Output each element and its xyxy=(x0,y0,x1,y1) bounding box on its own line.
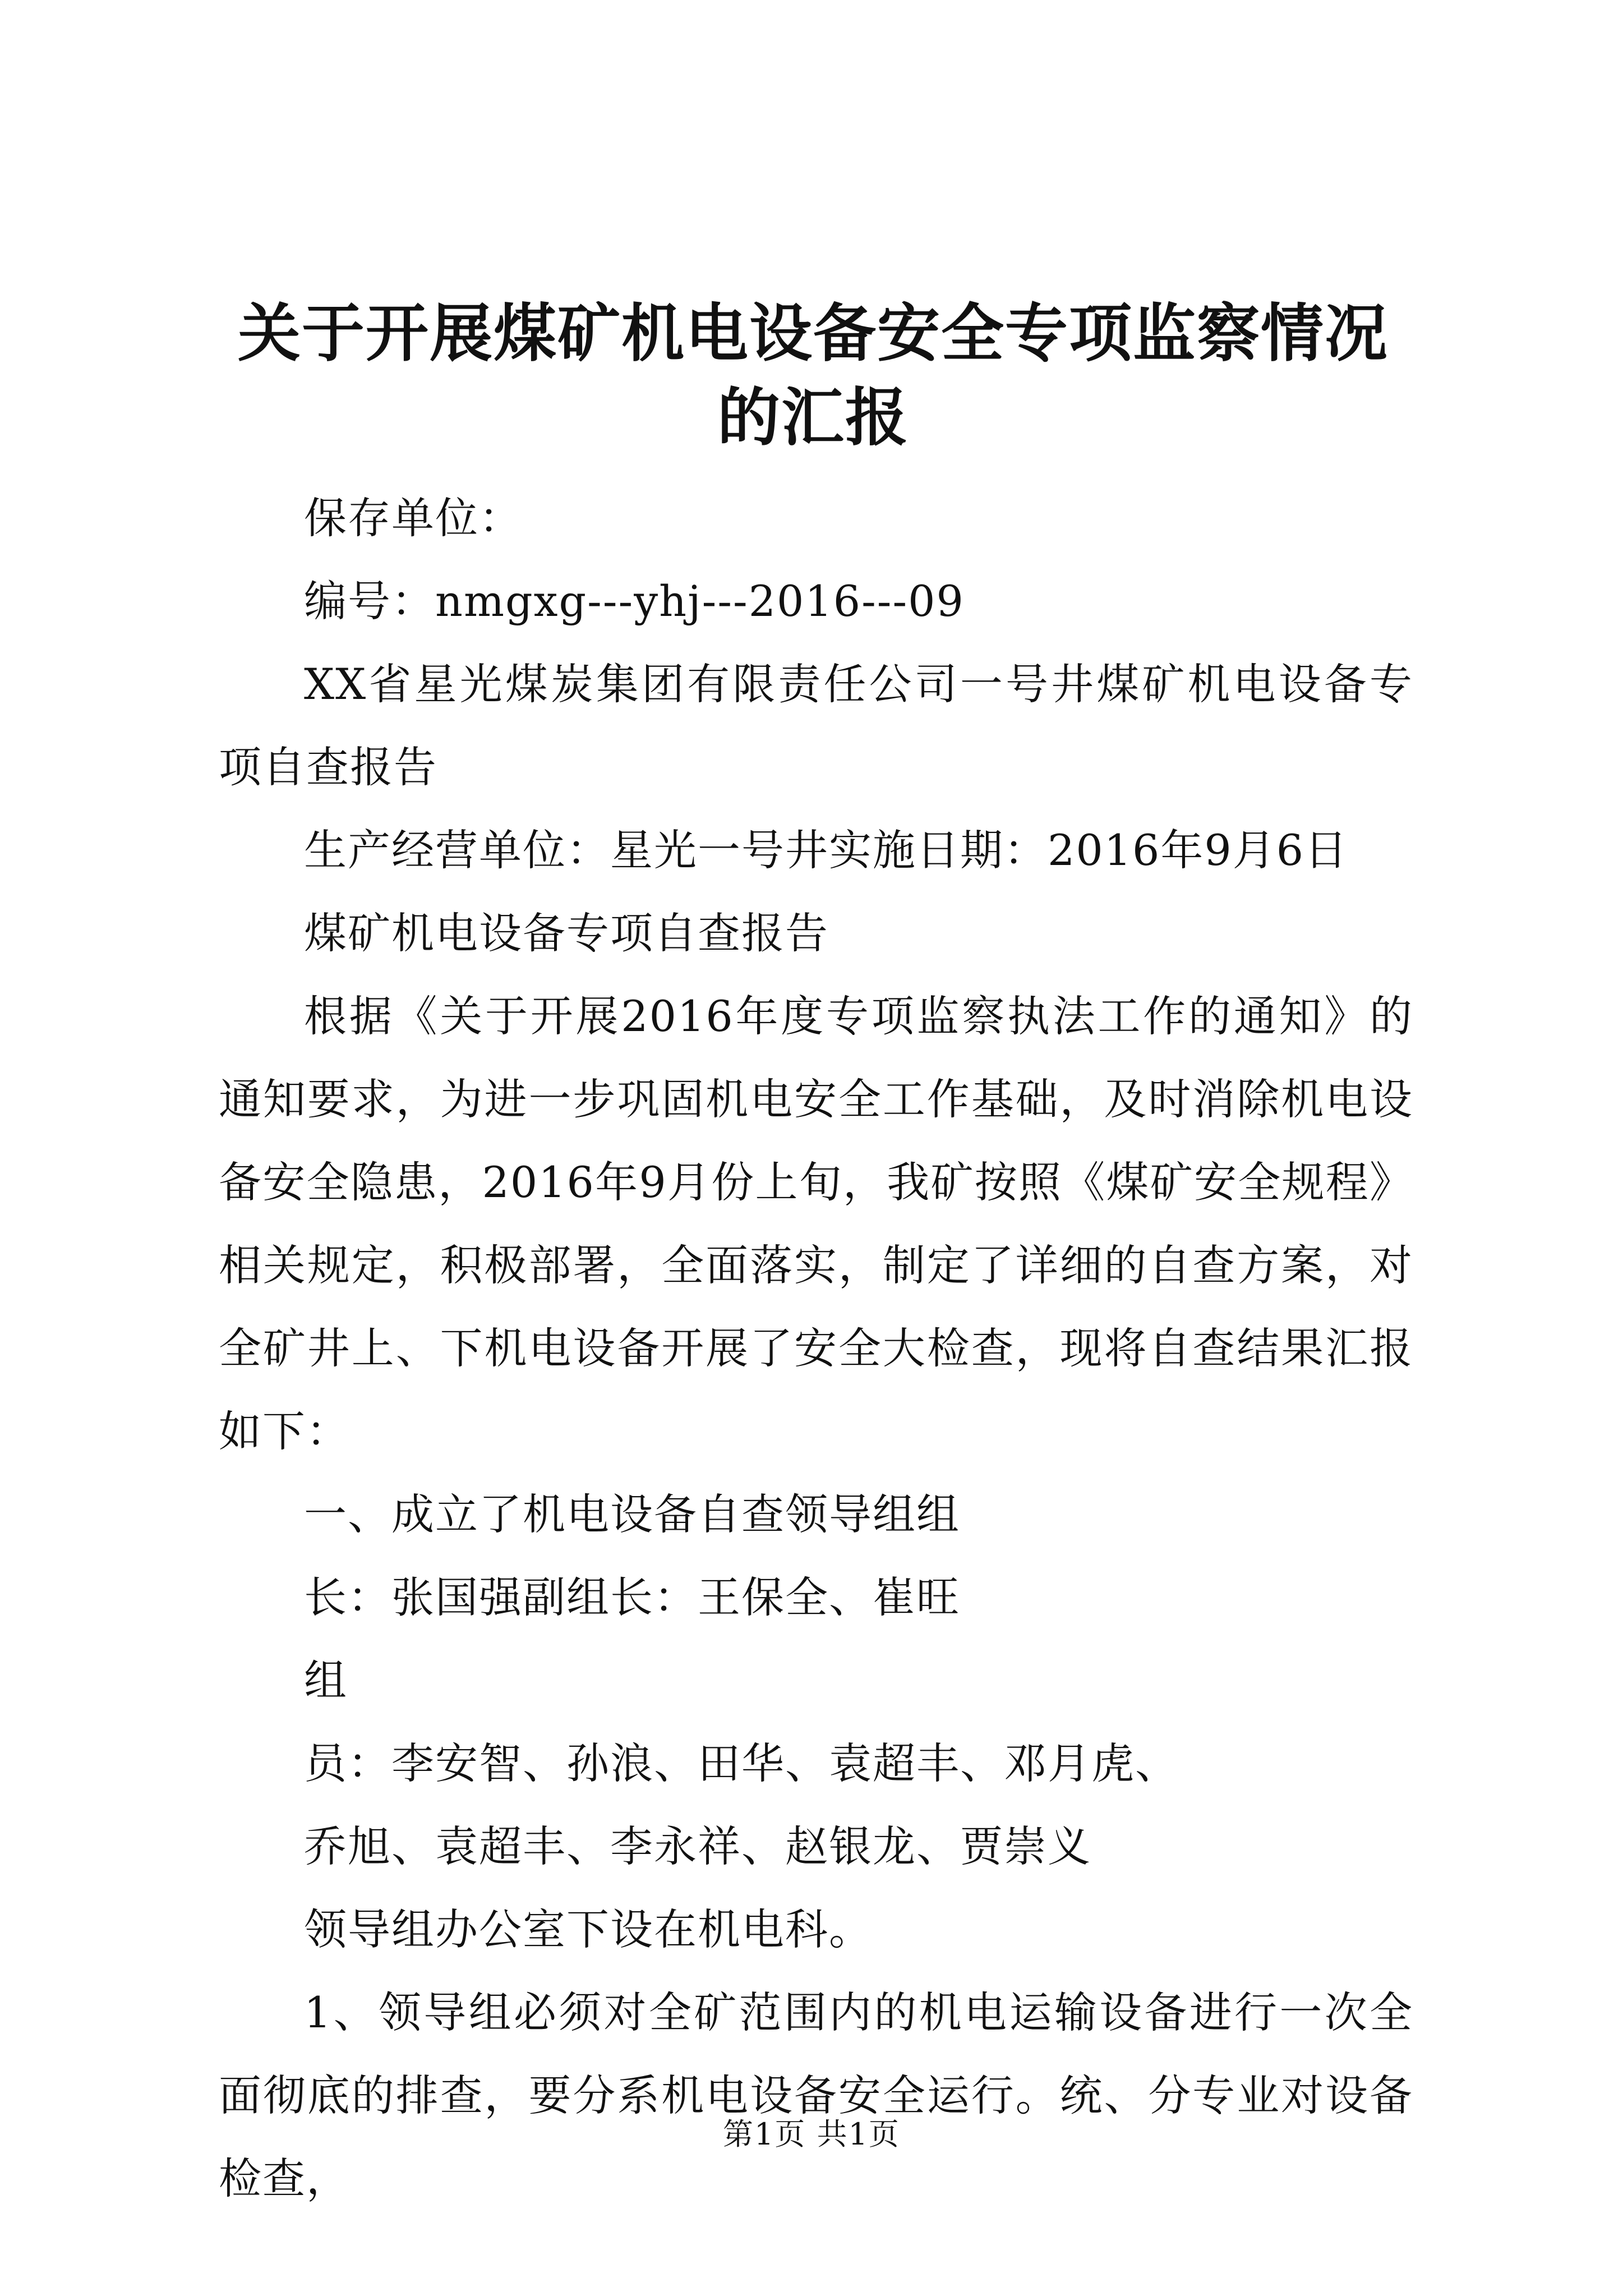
paragraph-group-members-1: 员：李安智、孙浪、田华、袁超丰、邓月虎、 xyxy=(304,1738,1179,1788)
paragraph-item-one: 1、领导组必须对全矿范围内的机电运输设备进行一次全面彻底的排查，要分系机电设备安全运行。统、分专业对设备检查， xyxy=(219,1987,1413,2203)
document-title: 关于开展煤矿机电设备安全专项监察情况的汇报 xyxy=(238,297,1389,454)
paragraph-office-location: 领导组办公室下设在机电科。 xyxy=(304,1904,873,1954)
paragraph-group-label: 组 xyxy=(304,1655,348,1705)
paragraph-section-one-heading: 一、成立了机电设备自查领导组组 xyxy=(304,1489,960,1539)
paragraph-group-members-2: 乔旭、袁超丰、李永祥、赵银龙、贾崇义 xyxy=(304,1821,1091,1871)
paragraph-introduction: 根据《关于开展2016年度专项监察执法工作的通知》的通知要求，为进一步巩固机电安全工作基础，及时消除机电设备安全隐患，2016年9月份上旬，我矿按照《煤矿安全规程》相关规定，积极部署，全面落实，制定了详细的自查方案，对全矿井上、下机电设备开展了安全大检查，现将自查结果汇报如下： xyxy=(219,991,1413,1456)
paragraph-unit-and-date: 生产经营单位：星光一号井实施日期：2016年9月6日 xyxy=(304,825,1349,875)
paragraph-group-leaders: 长：张国强副组长：王保全、崔旺 xyxy=(304,1572,960,1622)
paragraph-report-heading: XX省星光煤炭集团有限责任公司一号井煤矿机电设备专项自查报告 xyxy=(219,659,1413,792)
paragraph-document-number: 编号：nmgxg---yhj---2016---09 xyxy=(304,576,965,626)
paragraph-storage-unit: 保存单位： xyxy=(304,493,523,543)
page-footer: 第1页 共1页 xyxy=(723,2116,900,2152)
paragraph-report-subtitle: 煤矿机电设备专项自查报告 xyxy=(304,908,829,958)
document-body xyxy=(219,477,1413,2220)
